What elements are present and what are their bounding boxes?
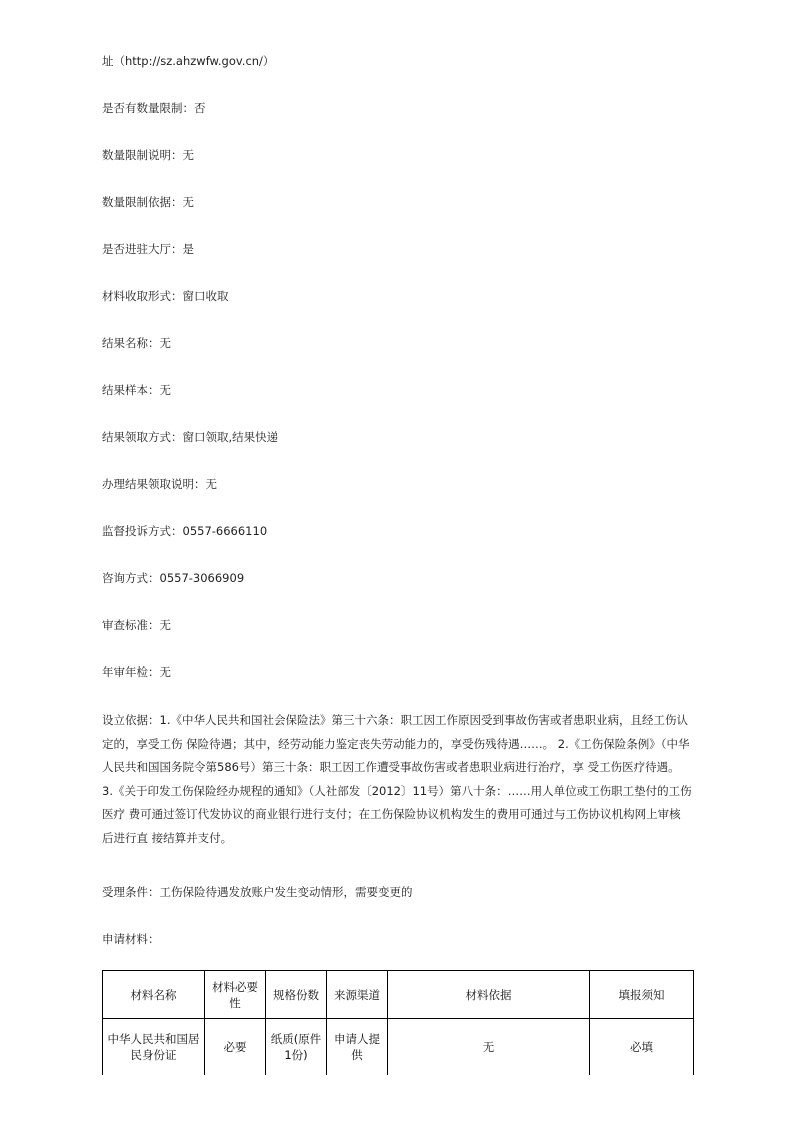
field-result-pickup: 结果领取方式：窗口领取,结果快递 — [102, 430, 279, 444]
field-website: 址（http://sz.ahzwfw.gov.cn/） — [102, 54, 275, 68]
header-source-channel: 来源渠道 — [327, 971, 388, 1019]
application-materials-label: 申请材料： — [102, 932, 160, 946]
field-complaint-contact: 监督投诉方式：0557-6666110 — [102, 524, 268, 538]
field-quantity-limit: 是否有数量限制：否 — [102, 101, 206, 115]
field-result-name: 结果名称：无 — [102, 336, 171, 350]
field-review-standard: 审查标准：无 — [102, 618, 171, 632]
field-annual-review: 年审年检：无 — [102, 665, 171, 679]
materials-table — [102, 970, 694, 1075]
field-quantity-limit-basis: 数量限制依据：无 — [102, 195, 194, 209]
header-specification: 规格份数 — [266, 971, 327, 1019]
cell-material-basis: 无 — [388, 1019, 590, 1075]
field-hall-entry: 是否进驻大厅：是 — [102, 242, 194, 256]
cell-filling-notes: 必填 — [590, 1019, 694, 1075]
field-material-collection: 材料收取形式：窗口收取 — [102, 289, 229, 303]
cell-material-name: 中华人民共和国居民身份证 — [103, 1019, 205, 1075]
cell-source-channel: 申请人提供 — [327, 1019, 388, 1075]
cell-material-necessity: 必要 — [205, 1019, 266, 1075]
header-filling-notes: 填报须知 — [590, 971, 694, 1019]
header-material-basis: 材料依据 — [388, 971, 590, 1019]
header-material-necessity: 材料必要性 — [205, 971, 266, 1019]
establishment-basis: 设立依据：1.《中华人民共和国社会保险法》第三十六条：职工因工作原因受到事故伤害或者患职业病，且经工伤认定的，享受工伤 保险待遇；其中，经劳动能力鉴定丧失劳动能力的，享受伤残待遇……。 2.《工伤保险条例》（中华人民共和国国务院令第586号）第三十条：职工因工作遭受事故伤害或者患职业病进行治疗，享 受工伤医疗待遇。 3.《关于印发工伤保险经办规程的通知》（人社部发〔2012〕11号）第八十条：……用人单位或工伤职工垫付的工伤医疗 费可通过签订代发协议的商业银行进行支付；在工伤保险协议机构发生的费用可通过与工伤协议机构网上审核后进行直 接结算并支付。 — [102, 713, 692, 845]
table-header-row — [103, 971, 694, 1019]
acceptance-conditions: 受理条件：工伤保险待遇发放账户发生变动情形，需要变更的 — [102, 885, 413, 899]
table-row — [103, 1019, 694, 1075]
field-quantity-limit-description: 数量限制说明：无 — [102, 148, 194, 162]
field-inquiry-contact: 咨询方式：0557-3066909 — [102, 571, 245, 585]
field-result-sample: 结果样本：无 — [102, 383, 171, 397]
cell-specification: 纸质(原件1份) — [266, 1019, 327, 1075]
field-result-pickup-note: 办理结果领取说明：无 — [102, 477, 217, 491]
header-material-name: 材料名称 — [103, 971, 205, 1019]
